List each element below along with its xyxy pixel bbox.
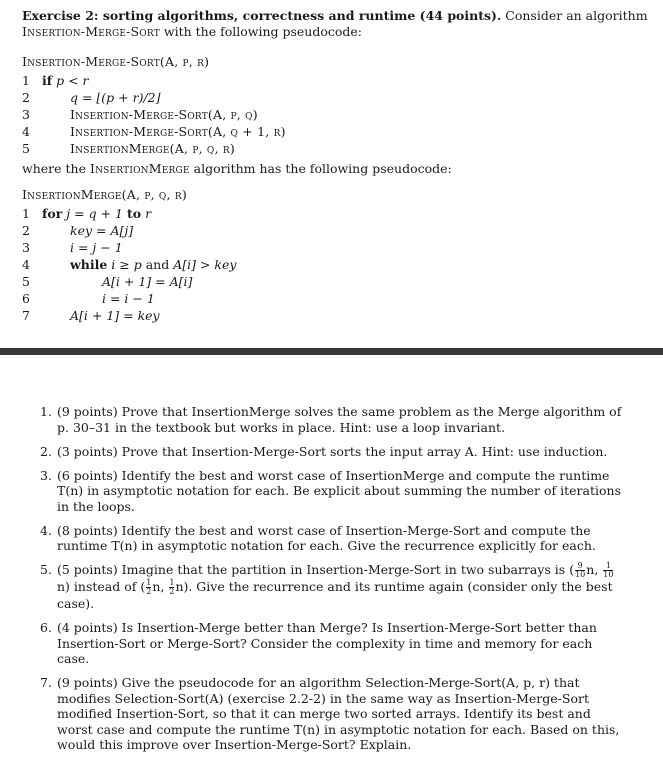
code-text: i = i − 1 (102, 291, 155, 306)
fraction (603, 562, 613, 579)
code-text: A[i + 1] = A[i] (102, 274, 193, 289)
im-signature: InsertionMerge(A, p, q, r) (22, 187, 187, 202)
fraction-denominator: 10 (603, 570, 614, 579)
code-text: i = j − 1 (70, 240, 123, 255)
question-text: (3 points) Prove that Insertion-Merge-Sort sorts the input array A. Hint: use induction. (57, 443, 608, 459)
fraction (169, 579, 174, 596)
line-number: 6 (22, 291, 30, 306)
question-item (40, 562, 625, 612)
code-text: j = q + 1 (66, 206, 123, 221)
fraction-numerator: 1 (146, 578, 152, 587)
fraction (146, 579, 151, 596)
keyword: and (145, 257, 170, 272)
keyword: if (42, 73, 53, 88)
keyword: while (70, 257, 108, 272)
line-number: 4 (22, 257, 30, 272)
code-text: A[i + 1] = key (70, 308, 160, 323)
question-item (40, 675, 625, 753)
code-line (22, 274, 650, 291)
code-line (22, 73, 650, 90)
question-number: 7. (40, 675, 52, 690)
question-text-b: instead of ( (73, 579, 146, 594)
question-item (40, 444, 625, 460)
question-item (40, 620, 625, 667)
line-number: 3 (22, 240, 30, 255)
question-number: 2. (40, 443, 52, 459)
keyword: for (42, 206, 63, 221)
fraction (575, 562, 585, 579)
ims-signature: Insertion-Merge-Sort(A, p, r) (22, 54, 210, 69)
exercise-intro-post: with the following pseudocode: (163, 24, 363, 39)
fraction-denominator: 2 (146, 587, 152, 596)
code-line (22, 124, 650, 141)
exercise-intro-name: Insertion-Merge-Sort (22, 24, 160, 39)
question-text: (9 points) Prove that InsertionMerge solves the same problem as the Merge algorithm of p. 30–31 in the textbook but works in place. Hint: use a loop invariant. (57, 404, 622, 435)
exercise-heading (22, 8, 650, 40)
question-text-end: n) (57, 579, 70, 594)
question-text: (4 points) Is Insertion-Merge better than Merge? Is Insertion-Merge-Sort better than Insertion-Sort or Merge-Sort? Consider the complexity in time and memory for each case. (57, 620, 597, 666)
fraction-numerator: 1 (603, 562, 613, 571)
exercise-title: Exercise 2: sorting algorithms, correctness and runtime (44 points). (22, 8, 502, 23)
line-number: 4 (22, 124, 30, 139)
fraction-denominator: 10 (575, 570, 586, 579)
question-text-end: n). Give the recurrence and its runtime again (consider only the best case). (57, 579, 613, 611)
code-line (22, 308, 650, 325)
code-line (22, 107, 650, 124)
code-text: Insertion-Merge-Sort(A, p, q) (70, 107, 258, 122)
code-line (22, 90, 650, 107)
middle-post: algorithm has the following pseudocode: (193, 161, 452, 176)
code-line (22, 291, 650, 308)
line-number: 2 (22, 90, 30, 105)
fraction-denominator: 2 (169, 587, 175, 596)
code-text: r (145, 206, 152, 221)
code-text: q = ⌊(p + r)/2⌋ (70, 90, 161, 105)
code-text: A[i] > key (173, 257, 237, 272)
code-line (22, 240, 650, 257)
page-divider (0, 348, 663, 355)
exercise-intro-pre: Consider an algorithm (505, 8, 648, 23)
question-text-mid: n, (152, 579, 169, 594)
code-text: InsertionMerge(A, p, q, r) (70, 141, 235, 156)
code-text: i ≥ p (111, 257, 142, 272)
im-pseudocode (22, 206, 650, 325)
ims-pseudocode (22, 73, 650, 158)
line-number: 7 (22, 308, 30, 323)
code-line (22, 206, 650, 223)
code-line (22, 223, 650, 240)
line-number: 2 (22, 223, 30, 238)
line-number: 1 (22, 73, 30, 88)
code-text: p < r (56, 73, 89, 88)
question-text: (9 points) Give the pseudocode for an algorithm Selection-Merge-Sort(A, p, r) that modifies Selection-Sort(A) (exercise 2.2-2) in the same way as Insertion-Merge-Sort modified Insertion-Sort, so that it can merge two sorted arrays. Identify its best and worst case and compute the runtime T(n) in asymptotic notation for each. Based on this, would this improve over Insertion-Merge-Sort? Explain. (57, 675, 620, 752)
code-text: Insertion-Merge-Sort(A, q + 1, r) (70, 124, 286, 139)
question-item (40, 404, 625, 435)
line-number: 3 (22, 107, 30, 122)
line-number: 5 (22, 274, 30, 289)
question-number: 1. (40, 404, 52, 419)
question-text-mid: n, (586, 562, 603, 577)
code-text: key = A[j] (70, 223, 134, 238)
question-number: 4. (40, 522, 52, 538)
question-number: 3. (40, 467, 52, 483)
line-number: 5 (22, 141, 30, 156)
code-line (22, 141, 650, 158)
question-list (40, 404, 625, 761)
middle-name: InsertionMerge (89, 161, 190, 176)
question-text-a: (5 points) Imagine that the partition in Insertion-Merge-Sort in two subarrays is ( (57, 562, 575, 577)
keyword: to (126, 206, 142, 221)
fraction-numerator: 1 (169, 578, 175, 587)
line-number: 1 (22, 206, 30, 221)
question-number: 5. (40, 562, 52, 577)
fraction-numerator: 9 (575, 562, 585, 571)
exercise-section (22, 8, 650, 325)
question-text: (8 points) Identify the best and worst case of Insertion-Merge-Sort and compute the runtime T(n) in asymptotic notation for each. Give the recurrence explicitly for each. (57, 522, 596, 553)
middle-pre: where the (22, 161, 86, 176)
middle-paragraph (22, 161, 650, 177)
question-item (40, 468, 625, 515)
question-item (40, 523, 625, 554)
question-text: (6 points) Identify the best and worst case of InsertionMerge and compute the runtime T(n) in asymptotic notation for each. Be explicit about summing the number of iterations in the loops. (57, 467, 621, 514)
question-number: 6. (40, 620, 52, 635)
code-line (22, 257, 650, 274)
